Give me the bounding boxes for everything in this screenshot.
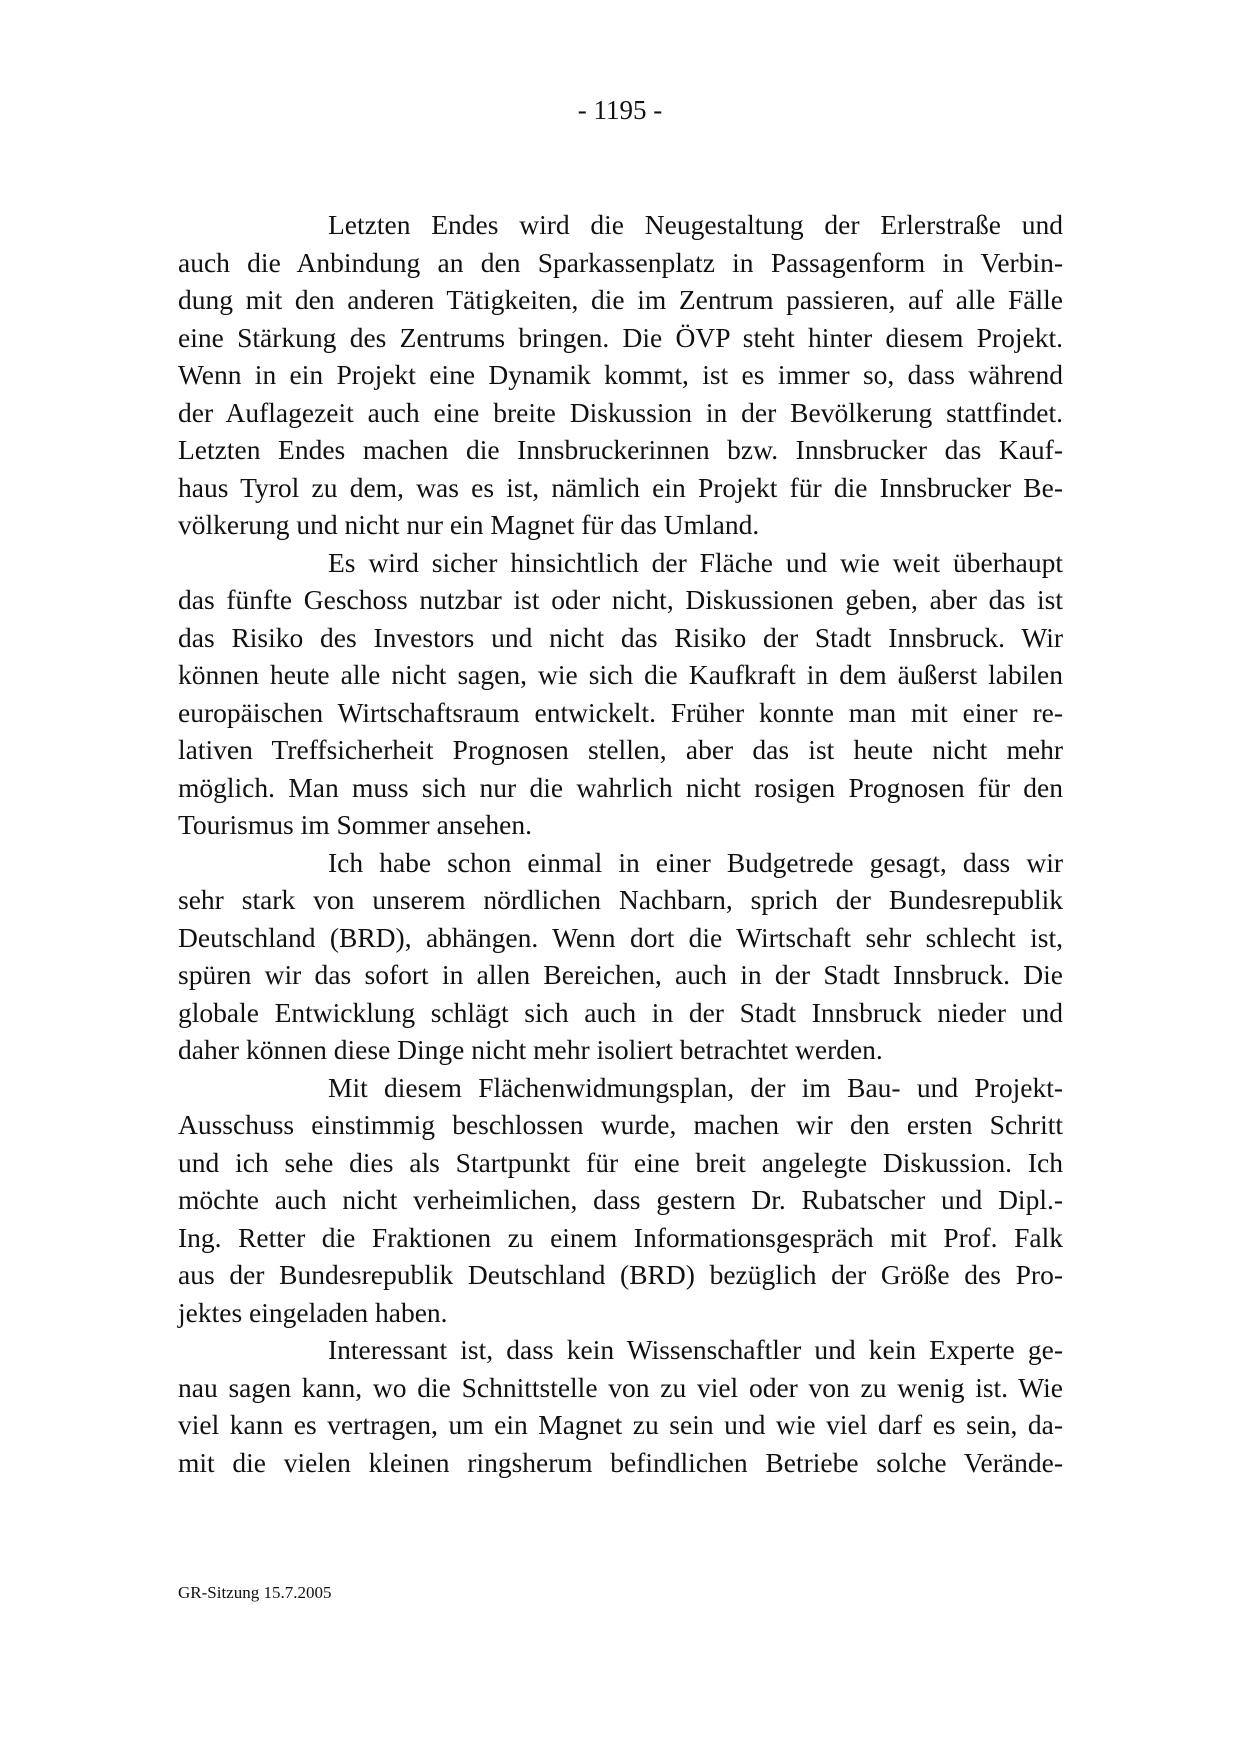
paragraph-line: eine Stärkung des Zentrums bringen. Die ÖVP steht hinter diesem Projekt.: [178, 321, 1063, 353]
page-number: - 1195 -: [577, 95, 663, 125]
paragraph-line: Tourismus im Sommer ansehen.: [178, 809, 533, 840]
paragraph-line: europäischen Wirtschaftsraum entwickelt. Früher konnte man mit einer re-: [178, 696, 1063, 728]
paragraph-line: lativen Treffsicherheit Prognosen stellen, aber das ist heute nicht mehr: [178, 734, 1063, 765]
paragraph-line: möglich. Man muss sich nur die wahrlich nicht rosigen Prognosen für den: [178, 771, 1063, 803]
paragraph-line: aus der Bundesrepublik Deutschland (BRD) bezüglich der Größe des Pro-: [178, 1259, 1063, 1290]
paragraph-line: der Auflagezeit auch eine breite Diskussion in der Bevölkerung stattfindet.: [178, 396, 1063, 428]
paragraph-line: daher können diese Dinge nicht mehr isoliert betrachtet werden.: [178, 1034, 883, 1065]
paragraph-line: können heute alle nicht sagen, wie sich die Kaufkraft in dem äußerst labilen: [178, 659, 1063, 690]
paragraph-line: viel kann es vertragen, um ein Magnet zu sein und wie viel darf es sein, da-: [178, 1409, 1063, 1440]
paragraph-line: globale Entwicklung schlägt sich auch in der Stadt Innsbruck nieder und: [178, 996, 1063, 1028]
paragraph-line: das fünfte Geschoss nutzbar ist oder nicht, Diskussionen geben, aber das ist: [178, 584, 1063, 615]
paragraph-line: auch die Anbindung an den Sparkassenplatz in Passagenform in Verbin-: [178, 246, 1063, 278]
paragraph-first-line: Interessant ist, dass kein Wissenschaftler und kein Experte ge-: [328, 1334, 1063, 1365]
paragraph-line: jektes eingeladen haben.: [178, 1296, 448, 1328]
paragraph-line: haus Tyrol zu dem, was es ist, nämlich ein Projekt für die Innsbrucker Be-: [178, 471, 1063, 503]
paragraph-line: Wenn in ein Projekt eine Dynamik kommt, ist es immer so, dass während: [178, 359, 1063, 390]
paragraph-line: möchte auch nicht verheimlichen, dass gestern Dr. Rubatscher und Dipl.-: [178, 1184, 1063, 1215]
paragraph-first-line: Ich habe schon einmal in einer Budgetrede gesagt, dass wir: [328, 846, 1063, 878]
footer-session-date: GR-Sitzung 15.7.2005: [178, 1583, 332, 1602]
paragraph-line: spüren wir das sofort in allen Bereichen, auch in der Stadt Innsbruck. Die: [178, 959, 1063, 990]
paragraph-first-line: Letzten Endes wird die Neugestaltung der Erlerstraße und: [328, 209, 1063, 240]
paragraph-line: Letzten Endes machen die Innsbruckerinnen bzw. Innsbrucker das Kauf-: [178, 434, 1063, 465]
paragraph-line: Ing. Retter die Fraktionen zu einem Informationsgespräch mit Prof. Falk: [178, 1221, 1063, 1253]
paragraph-line: völkerung und nicht nur ein Magnet für das Umland.: [178, 509, 760, 540]
paragraph-first-line: Es wird sicher hinsichtlich der Fläche und wie weit überhaupt: [328, 546, 1063, 578]
paragraph-first-line: Mit diesem Flächenwidmungsplan, der im Bau- und Projekt-: [328, 1071, 1063, 1103]
paragraph-line: dung mit den anderen Tätigkeiten, die im Zentrum passieren, auf alle Fälle: [178, 284, 1063, 315]
paragraph-line: das Risiko des Investors und nicht das Risiko der Stadt Innsbruck. Wir: [178, 621, 1063, 653]
paragraph-line: und ich sehe dies als Startpunkt für eine breit angelegte Diskussion. Ich: [178, 1146, 1063, 1178]
paragraph-line: sehr stark von unserem nördlichen Nachbarn, sprich der Bundesrepublik: [178, 884, 1063, 915]
body-text: [178, 206, 1063, 1481]
paragraph-line: mit die vielen kleinen ringsherum befindlichen Betriebe solche Verände-: [178, 1446, 1063, 1478]
paragraph-line: Ausschuss einstimmig beschlossen wurde, machen wir den ersten Schritt: [178, 1109, 1063, 1140]
paragraph-line: Deutschland (BRD), abhängen. Wenn dort die Wirtschaft sehr schlecht ist,: [178, 921, 1063, 953]
paragraph-line: nau sagen kann, wo die Schnittstelle von zu viel oder von zu wenig ist. Wie: [178, 1371, 1063, 1403]
